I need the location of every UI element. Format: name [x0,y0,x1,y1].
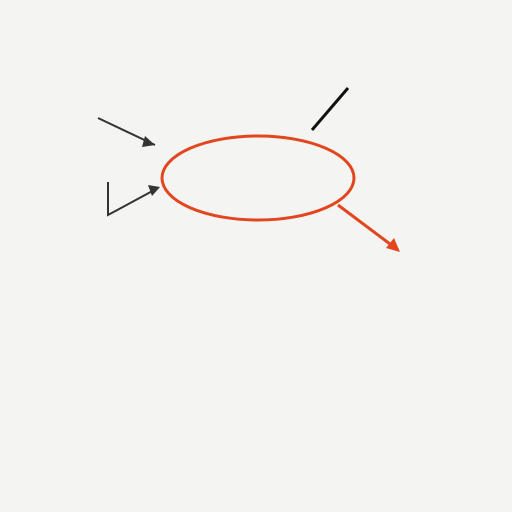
arrowhead-left-lower [148,185,160,196]
arrowhead-left-upper [142,136,155,147]
arrow-right-bottom [338,205,398,250]
arrowhead-right-bottom [386,238,400,252]
connector-right-top [312,88,348,130]
center-ellipse [162,136,354,220]
